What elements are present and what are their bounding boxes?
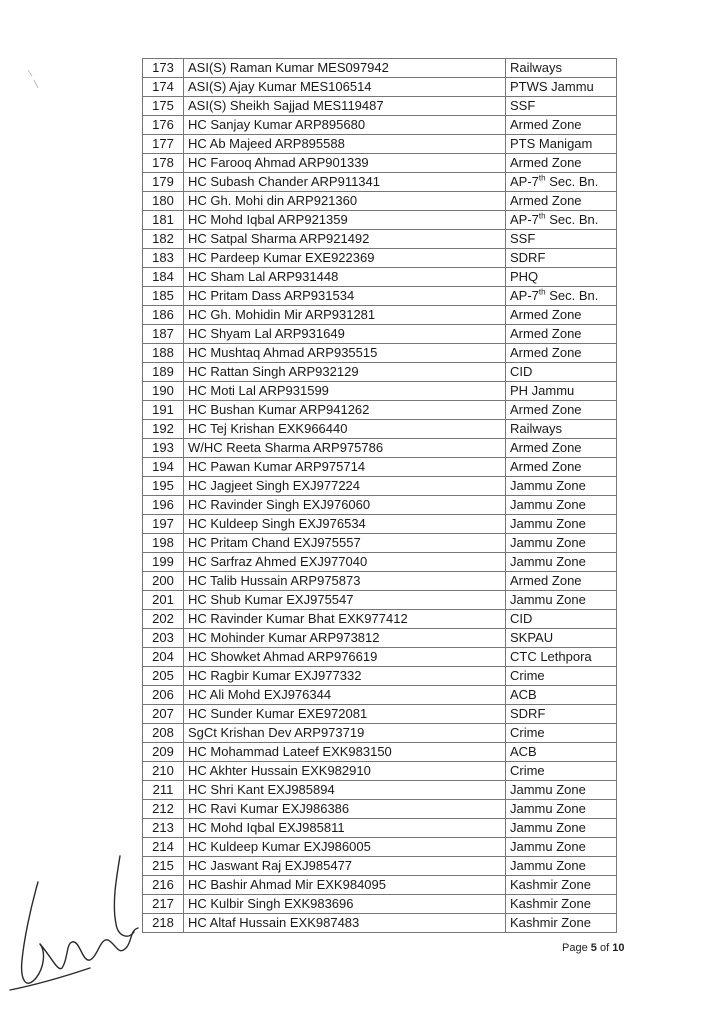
name-cell: HC Akhter Hussain EXK982910: [184, 762, 506, 781]
posting-cell: Railways: [506, 420, 617, 439]
serial-number-cell: 194: [143, 458, 184, 477]
table-row: [143, 686, 617, 705]
serial-number-cell: 185: [143, 287, 184, 306]
table-row: [143, 97, 617, 116]
posting-cell: Armed Zone: [506, 192, 617, 211]
name-cell: HC Kulbir Singh EXK983696: [184, 895, 506, 914]
serial-number-cell: 218: [143, 914, 184, 933]
posting-cell: Kashmir Zone: [506, 876, 617, 895]
name-cell: HC Bushan Kumar ARP941262: [184, 401, 506, 420]
name-cell: HC Moti Lal ARP931599: [184, 382, 506, 401]
posting-cell: CTC Lethpora: [506, 648, 617, 667]
table-row: [143, 534, 617, 553]
name-cell: HC Farooq Ahmad ARP901339: [184, 154, 506, 173]
name-cell: HC Mohammad Lateef EXK983150: [184, 743, 506, 762]
table-row: [143, 572, 617, 591]
table-row: [143, 857, 617, 876]
page-of-label: of: [599, 942, 610, 954]
serial-number-cell: 207: [143, 705, 184, 724]
serial-number-cell: 205: [143, 667, 184, 686]
name-cell: HC Ravinder Kumar Bhat EXK977412: [184, 610, 506, 629]
serial-number-cell: 196: [143, 496, 184, 515]
table-row: [143, 705, 617, 724]
name-cell: HC Kuldeep Singh EXJ976534: [184, 515, 506, 534]
personnel-table: [142, 58, 617, 933]
serial-number-cell: 208: [143, 724, 184, 743]
table-row: [143, 268, 617, 287]
posting-cell: Armed Zone: [506, 439, 617, 458]
table-row: [143, 591, 617, 610]
name-cell: HC Ali Mohd EXJ976344: [184, 686, 506, 705]
table-row: [143, 249, 617, 268]
serial-number-cell: 198: [143, 534, 184, 553]
serial-number-cell: 203: [143, 629, 184, 648]
serial-number-cell: 189: [143, 363, 184, 382]
name-cell: HC Mohd Iqbal EXJ985811: [184, 819, 506, 838]
posting-cell: Crime: [506, 667, 617, 686]
serial-number-cell: 176: [143, 116, 184, 135]
table-row: [143, 439, 617, 458]
serial-number-cell: 186: [143, 306, 184, 325]
name-cell: HC Gh. Mohidin Mir ARP931281: [184, 306, 506, 325]
table-row: [143, 781, 617, 800]
serial-number-cell: 187: [143, 325, 184, 344]
posting-cell: Armed Zone: [506, 116, 617, 135]
posting-cell: PHQ: [506, 268, 617, 287]
posting-cell: Jammu Zone: [506, 819, 617, 838]
table-row: [143, 135, 617, 154]
serial-number-cell: 179: [143, 173, 184, 192]
posting-cell: Jammu Zone: [506, 800, 617, 819]
serial-number-cell: 188: [143, 344, 184, 363]
serial-number-cell: 173: [143, 59, 184, 78]
name-cell: ASI(S) Ajay Kumar MES106514: [184, 78, 506, 97]
posting-cell: Kashmir Zone: [506, 914, 617, 933]
name-cell: HC Tej Krishan EXK966440: [184, 420, 506, 439]
table-row: [143, 895, 617, 914]
posting-cell: CID: [506, 363, 617, 382]
serial-number-cell: 192: [143, 420, 184, 439]
name-cell: HC Pardeep Kumar EXE922369: [184, 249, 506, 268]
name-cell: HC Ragbir Kumar EXJ977332: [184, 667, 506, 686]
name-cell: HC Ab Majeed ARP895588: [184, 135, 506, 154]
table-row: [143, 629, 617, 648]
name-cell: HC Sunder Kumar EXE972081: [184, 705, 506, 724]
posting-cell: Railways: [506, 59, 617, 78]
posting-cell: Armed Zone: [506, 572, 617, 591]
serial-number-cell: 217: [143, 895, 184, 914]
table-row: [143, 876, 617, 895]
name-cell: HC Subash Chander ARP911341: [184, 173, 506, 192]
serial-number-cell: 182: [143, 230, 184, 249]
posting-cell: Jammu Zone: [506, 534, 617, 553]
serial-number-cell: 193: [143, 439, 184, 458]
posting-cell: SSF: [506, 230, 617, 249]
table-row: [143, 344, 617, 363]
serial-number-cell: 175: [143, 97, 184, 116]
table-row: [143, 724, 617, 743]
total-pages: 10: [612, 942, 625, 954]
table-row: [143, 173, 617, 192]
table-row: [143, 819, 617, 838]
table-row: [143, 838, 617, 857]
name-cell: ASI(S) Raman Kumar MES097942: [184, 59, 506, 78]
table-row: [143, 154, 617, 173]
name-cell: HC Ravi Kumar EXJ986386: [184, 800, 506, 819]
serial-number-cell: 214: [143, 838, 184, 857]
ordinal-suffix: th: [538, 287, 546, 297]
handwritten-signature: [0, 840, 160, 1020]
posting-cell: PTWS Jammu: [506, 78, 617, 97]
personnel-table-body: [143, 59, 617, 933]
serial-number-cell: 216: [143, 876, 184, 895]
name-cell: W/HC Reeta Sharma ARP975786: [184, 439, 506, 458]
name-cell: HC Mushtaq Ahmad ARP935515: [184, 344, 506, 363]
serial-number-cell: 190: [143, 382, 184, 401]
posting-cell: Armed Zone: [506, 344, 617, 363]
posting-cell: Crime: [506, 762, 617, 781]
page-number: [562, 942, 624, 954]
serial-number-cell: 201: [143, 591, 184, 610]
serial-number-cell: 210: [143, 762, 184, 781]
name-cell: HC Satpal Sharma ARP921492: [184, 230, 506, 249]
name-cell: HC Rattan Singh ARP932129: [184, 363, 506, 382]
posting-cell: Armed Zone: [506, 325, 617, 344]
posting-cell: Jammu Zone: [506, 781, 617, 800]
table-row: [143, 230, 617, 249]
posting-cell: Jammu Zone: [506, 496, 617, 515]
posting-cell: SDRF: [506, 705, 617, 724]
table-row: [143, 401, 617, 420]
table-row: [143, 800, 617, 819]
posting-cell: SKPAU: [506, 629, 617, 648]
posting-cell: AP-7th Sec. Bn.: [506, 211, 617, 230]
table-row: [143, 667, 617, 686]
ordinal-suffix: th: [538, 173, 546, 183]
posting-cell: Jammu Zone: [506, 838, 617, 857]
name-cell: HC Jagjeet Singh EXJ977224: [184, 477, 506, 496]
name-cell: HC Mohinder Kumar ARP973812: [184, 629, 506, 648]
name-cell: HC Bashir Ahmad Mir EXK984095: [184, 876, 506, 895]
table-row: [143, 420, 617, 439]
serial-number-cell: 195: [143, 477, 184, 496]
name-cell: HC Pritam Chand EXJ975557: [184, 534, 506, 553]
serial-number-cell: 199: [143, 553, 184, 572]
table-row: [143, 458, 617, 477]
table-row: [143, 610, 617, 629]
serial-number-cell: 174: [143, 78, 184, 97]
table-row: [143, 648, 617, 667]
name-cell: HC Pritam Dass ARP931534: [184, 287, 506, 306]
serial-number-cell: 213: [143, 819, 184, 838]
name-cell: ASI(S) Sheikh Sajjad MES119487: [184, 97, 506, 116]
table-row: [143, 743, 617, 762]
posting-cell: ACB: [506, 743, 617, 762]
posting-cell: SSF: [506, 97, 617, 116]
scan-artifact-mark: [26, 68, 40, 90]
serial-number-cell: 177: [143, 135, 184, 154]
posting-cell: Armed Zone: [506, 154, 617, 173]
table-row: [143, 306, 617, 325]
posting-cell: Armed Zone: [506, 401, 617, 420]
posting-cell: AP-7th Sec. Bn.: [506, 173, 617, 192]
current-page: 5: [590, 942, 597, 954]
name-cell: HC Altaf Hussain EXK987483: [184, 914, 506, 933]
posting-cell: Jammu Zone: [506, 553, 617, 572]
serial-number-cell: 202: [143, 610, 184, 629]
name-cell: HC Sarfraz Ahmed EXJ977040: [184, 553, 506, 572]
posting-cell: Jammu Zone: [506, 857, 617, 876]
posting-cell: PH Jammu: [506, 382, 617, 401]
table-row: [143, 496, 617, 515]
posting-cell: SDRF: [506, 249, 617, 268]
table-row: [143, 515, 617, 534]
table-row: [143, 762, 617, 781]
table-row: [143, 59, 617, 78]
name-cell: HC Jaswant Raj EXJ985477: [184, 857, 506, 876]
ordinal-suffix: th: [538, 211, 546, 221]
serial-number-cell: 181: [143, 211, 184, 230]
name-cell: HC Gh. Mohi din ARP921360: [184, 192, 506, 211]
posting-cell: Jammu Zone: [506, 591, 617, 610]
name-cell: HC Shub Kumar EXJ975547: [184, 591, 506, 610]
page-label: Page: [562, 942, 588, 954]
serial-number-cell: 184: [143, 268, 184, 287]
name-cell: HC Sanjay Kumar ARP895680: [184, 116, 506, 135]
posting-cell: Armed Zone: [506, 306, 617, 325]
serial-number-cell: 200: [143, 572, 184, 591]
name-cell: HC Kuldeep Kumar EXJ986005: [184, 838, 506, 857]
table-row: [143, 382, 617, 401]
posting-cell: AP-7th Sec. Bn.: [506, 287, 617, 306]
serial-number-cell: 211: [143, 781, 184, 800]
posting-cell: PTS Manigam: [506, 135, 617, 154]
table-row: [143, 211, 617, 230]
serial-number-cell: 204: [143, 648, 184, 667]
serial-number-cell: 215: [143, 857, 184, 876]
serial-number-cell: 206: [143, 686, 184, 705]
table-row: [143, 192, 617, 211]
name-cell: HC Ravinder Singh EXJ976060: [184, 496, 506, 515]
serial-number-cell: 197: [143, 515, 184, 534]
table-row: [143, 325, 617, 344]
posting-cell: CID: [506, 610, 617, 629]
name-cell: HC Pawan Kumar ARP975714: [184, 458, 506, 477]
table-row: [143, 78, 617, 97]
serial-number-cell: 191: [143, 401, 184, 420]
name-cell: HC Talib Hussain ARP975873: [184, 572, 506, 591]
posting-cell: ACB: [506, 686, 617, 705]
table-row: [143, 477, 617, 496]
table-row: [143, 914, 617, 933]
posting-cell: Kashmir Zone: [506, 895, 617, 914]
name-cell: HC Showket Ahmad ARP976619: [184, 648, 506, 667]
name-cell: HC Shyam Lal ARP931649: [184, 325, 506, 344]
table-row: [143, 553, 617, 572]
posting-cell: Jammu Zone: [506, 515, 617, 534]
name-cell: HC Sham Lal ARP931448: [184, 268, 506, 287]
serial-number-cell: 178: [143, 154, 184, 173]
serial-number-cell: 180: [143, 192, 184, 211]
table-row: [143, 363, 617, 382]
serial-number-cell: 212: [143, 800, 184, 819]
posting-cell: Armed Zone: [506, 458, 617, 477]
posting-cell: Crime: [506, 724, 617, 743]
serial-number-cell: 209: [143, 743, 184, 762]
name-cell: HC Shri Kant EXJ985894: [184, 781, 506, 800]
name-cell: SgCt Krishan Dev ARP973719: [184, 724, 506, 743]
table-row: [143, 287, 617, 306]
table-row: [143, 116, 617, 135]
posting-cell: Jammu Zone: [506, 477, 617, 496]
name-cell: HC Mohd Iqbal ARP921359: [184, 211, 506, 230]
serial-number-cell: 183: [143, 249, 184, 268]
